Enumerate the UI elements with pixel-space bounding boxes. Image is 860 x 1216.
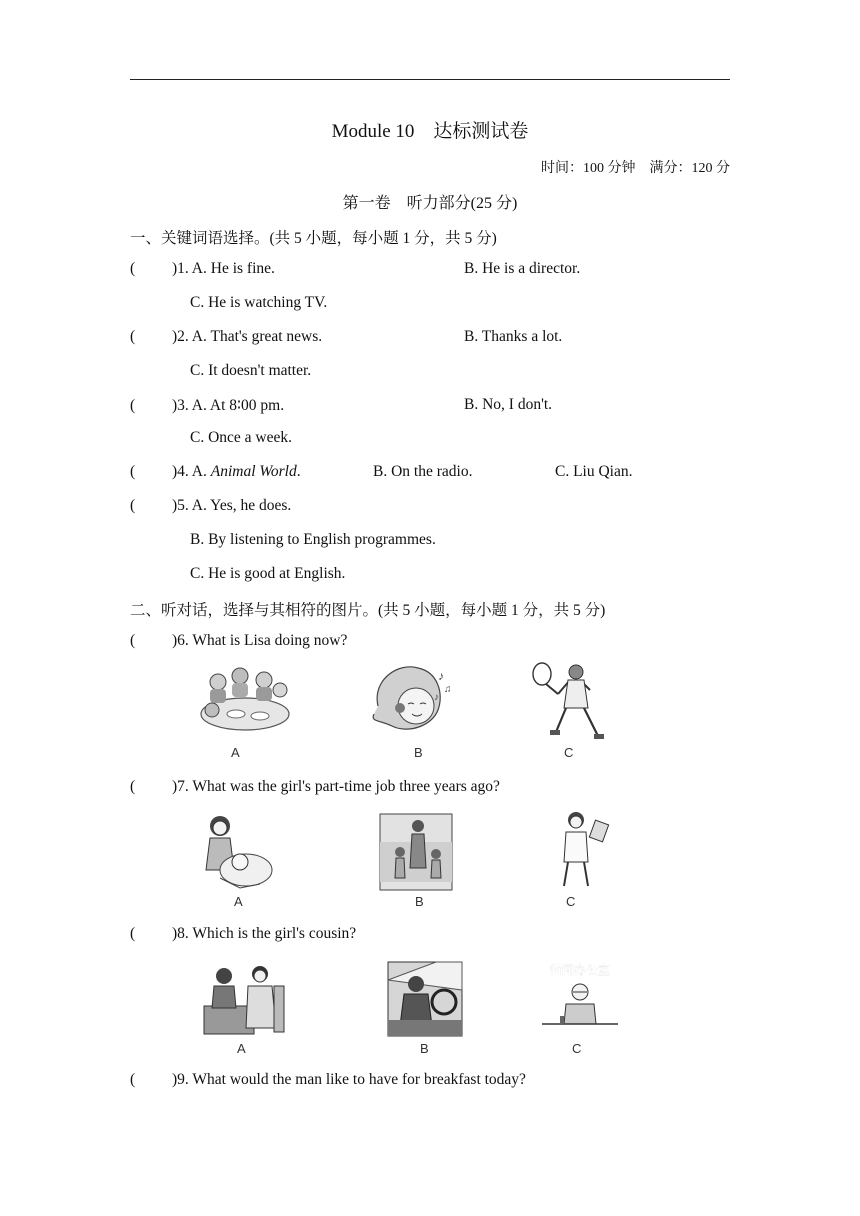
q8-picture-b-driver[interactable]	[386, 960, 464, 1038]
q8-label-a: A	[237, 1041, 246, 1056]
q3-option-a: )3. A. At 8∶00 pm.	[172, 397, 285, 414]
question-8	[130, 925, 356, 943]
q4-option-a-end: .	[296, 463, 301, 480]
answer-blank[interactable]: (	[130, 463, 136, 480]
q4-option-a-title: Animal World	[210, 463, 297, 480]
answer-blank[interactable]: (	[130, 1071, 136, 1088]
press-office-sign: 新闻办公室	[549, 963, 611, 977]
q7-label-a: A	[234, 894, 243, 909]
q7-text: )7. What was the girl's part-time job three years ago?	[172, 778, 500, 795]
answer-blank[interactable]: (	[130, 397, 136, 414]
q6-picture-b-girl-listening-music[interactable]	[368, 660, 456, 740]
q7-label-b: B	[415, 894, 424, 909]
question-6	[130, 632, 347, 650]
q6-text: )6. What is Lisa doing now?	[172, 632, 348, 649]
answer-blank[interactable]: (	[130, 778, 136, 795]
question-7	[130, 778, 500, 796]
q5-option-a: )5. A. Yes, he does.	[172, 497, 292, 514]
q5-option-b: B. By listening to English programmes.	[190, 531, 436, 548]
question-9	[130, 1071, 526, 1089]
q8-text: )8. Which is the girl's cousin?	[172, 925, 357, 942]
question-1	[130, 260, 275, 278]
answer-blank[interactable]: (	[130, 328, 136, 345]
q6-label-b: B	[414, 745, 423, 760]
section1-heading: 一、关键词语选择。(共 5 小题，每小题 1 分，共 5 分)	[130, 230, 497, 247]
q2-option-c: C. It doesn't matter.	[190, 362, 312, 379]
section2-heading: 二、听对话，选择与其相符的图片。(共 5 小题，每小题 1 分，共 5 分)	[130, 602, 606, 619]
page-title: Module 10 达标测试卷	[331, 121, 529, 142]
question-2	[130, 328, 322, 346]
time-score-info: 时间：100 分钟 满分：120 分	[541, 161, 730, 176]
q4-option-a-prefix: )4. A.	[172, 463, 211, 480]
q6-label-c: C	[564, 745, 574, 760]
q4-option-b: B. On the radio.	[373, 463, 473, 480]
answer-blank[interactable]: (	[130, 925, 136, 942]
svg-text:♪: ♪	[438, 669, 444, 683]
q2-option-b: B. Thanks a lot.	[464, 328, 563, 345]
q1-option-a: )1. A. He is fine.	[172, 260, 275, 277]
q1-option-c: C. He is watching TV.	[190, 294, 328, 311]
svg-text:♪: ♪	[434, 692, 439, 703]
answer-blank[interactable]: (	[130, 260, 136, 277]
q2-option-a: )2. A. That's great news.	[172, 328, 323, 345]
q7-picture-c-doctor[interactable]	[554, 808, 614, 892]
q8-picture-a-office-workers[interactable]	[202, 962, 288, 1038]
answer-blank[interactable]: (	[130, 632, 136, 649]
q9-text: )9. What would the man like to have for breakfast today?	[172, 1071, 526, 1088]
svg-text:♫: ♫	[444, 684, 452, 695]
q3-option-c: C. Once a week.	[190, 429, 292, 446]
question-4	[130, 463, 301, 481]
question-3	[130, 396, 284, 415]
q4-option-c: C. Liu Qian.	[555, 463, 633, 480]
q5-option-c: C. He is good at English.	[190, 565, 346, 582]
top-rule	[130, 79, 730, 80]
q8-label-c: C	[572, 1041, 582, 1056]
answer-blank[interactable]: (	[130, 497, 136, 514]
q7-picture-a-babysitting[interactable]	[200, 812, 276, 892]
q3-option-b: B. No, I don't.	[464, 396, 553, 413]
question-5	[130, 497, 291, 515]
q8-label-b: B	[420, 1041, 429, 1056]
q7-picture-b-teacher-with-children[interactable]	[378, 812, 454, 892]
q6-picture-c-girl-playing-tennis[interactable]	[528, 660, 614, 742]
q7-label-c: C	[566, 894, 576, 909]
q6-picture-a-family-meal[interactable]	[196, 662, 294, 738]
q1-option-b: B. He is a director.	[464, 260, 581, 277]
q8-picture-c-press-officer[interactable]	[540, 958, 620, 1030]
part-heading: 第一卷 听力部分(25 分)	[342, 195, 518, 212]
q6-label-a: A	[231, 745, 240, 760]
